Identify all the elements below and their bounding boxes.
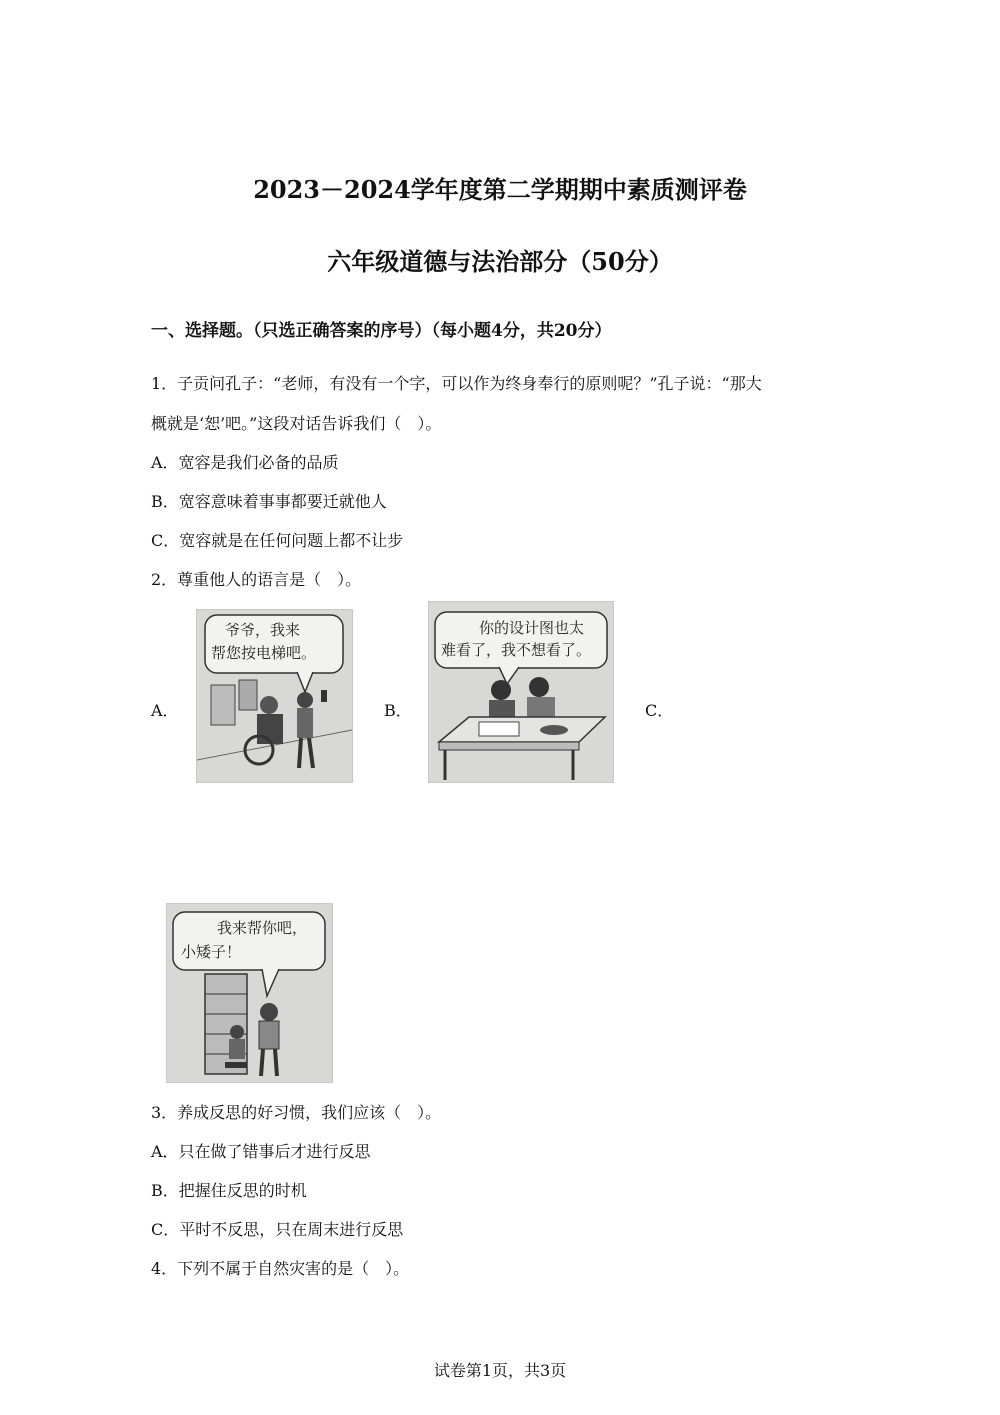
section-heading: 一、选择题。（只选正确答案的序号）（每小题4分，共20分） [151,321,612,341]
q2-label-b: B． [384,701,412,720]
bubble-a-line2: 帮您按电梯吧。 [211,644,317,662]
q1-option-b: B．宽容意味着事事都要迁就他人 [151,492,387,511]
bubble-a-line1: 爷爷，我来 [225,621,301,639]
q1-option-c: C．宽容就是在任何问题上都不让步 [151,531,404,550]
q2-illustration-c [166,903,333,1083]
q1-stem-line1: 1．子贡问孔子：“老师，有没有一个字，可以作为终身奉行的原则呢？”孔子说：“那大 [151,374,762,393]
q1-option-a: A．宽容是我们必备的品质 [151,453,339,472]
q4-stem: 4．下列不属于自然灾害的是（ ）。 [151,1259,410,1278]
q2-illustration-a [196,609,353,783]
bubble-c-line2: 小矮子！ [181,943,242,961]
page-footer: 试卷第1页，共3页 [433,1361,567,1380]
q3-stem: 3．养成反思的好习惯，我们应该（ ）。 [151,1103,442,1122]
q3-option-a: A．只在做了错事后才进行反思 [151,1142,371,1161]
exam-subtitle: 六年级道德与法治部分（50分） [327,247,673,276]
bubble-c-line1: 我来帮你吧， [217,919,308,937]
q2-label-a: A． [151,701,179,720]
bubble-b-line1: 你的设计图也太 [479,619,585,637]
q3-option-b: B．把握住反思的时机 [151,1181,307,1200]
q2-stem: 2．尊重他人的语言是（ ）。 [151,570,362,589]
exam-title: 2023－2024学年度第二学期期中素质测评卷 [253,175,747,204]
bubble-b-line2: 难看了，我不想看了。 [441,641,592,659]
q1-stem-line2: 概就是‘恕’吧。”这段对话告诉我们（ ）。 [151,414,442,433]
q2-illustration-b [428,601,614,783]
q3-option-c: C．平时不反思，只在周末进行反思 [151,1220,404,1239]
q2-label-c: C． [645,701,674,720]
